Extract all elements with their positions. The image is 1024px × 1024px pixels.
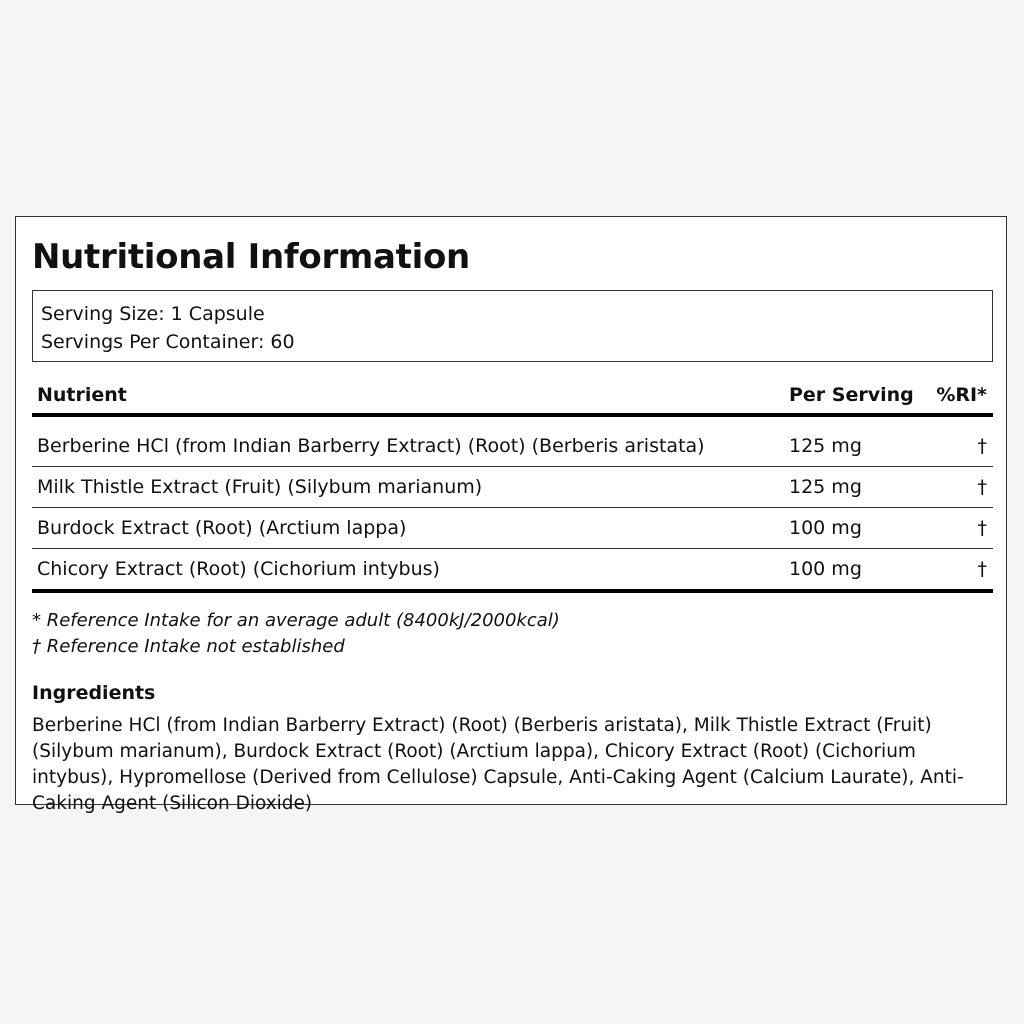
table-row: [32, 549, 993, 593]
nutrient-name: Milk Thistle Extract (Fruit) (Silybum marianum): [37, 476, 483, 498]
table-row: [32, 426, 993, 467]
nutrient-amount: 125 mg: [789, 476, 862, 498]
servings-per-container: Servings Per Container: 60: [41, 331, 295, 353]
table-row: [32, 467, 993, 508]
nutrient-amount: 100 mg: [789, 517, 862, 539]
nutrition-panel: [15, 216, 1007, 814]
nutrient-table: [32, 377, 993, 593]
header-ri: %RI*: [936, 384, 987, 406]
nutrient-ri: †: [977, 476, 987, 498]
serving-size: Serving Size: 1 Capsule: [41, 303, 265, 325]
table-header: [32, 377, 993, 417]
nutrient-amount: 125 mg: [789, 435, 862, 457]
serving-info-box: [32, 290, 993, 362]
nutrient-name: Chicory Extract (Root) (Cichorium intybus): [37, 558, 440, 580]
nutrient-ri: †: [977, 517, 987, 539]
header-per-serving: Per Serving: [789, 384, 914, 406]
nutrient-amount: 100 mg: [789, 558, 862, 580]
footnote-ri-not-established: † Reference Intake not established: [32, 636, 345, 657]
footnote-ri-definition: * Reference Intake for an average adult (8400kJ/2000kcal): [32, 610, 560, 631]
ingredients-heading: Ingredients: [32, 682, 156, 704]
panel-title: Nutritional Information: [32, 237, 470, 277]
ingredients-text: Berberine HCl (from Indian Barberry Extract) (Root) (Berberis aristata), Milk Thistle Extract (Fruit) (Silybum marianum), Burdock Extract (Root) (Arctium lappa), Chicory Extract (Root) (Cichorium intybus), Hypromellose (Derived from Cellulose) Capsule, Anti-Caking Agent (Calcium Laurate), Anti-Caking Agent (Silicon Dioxide): [32, 715, 964, 814]
header-nutrient: Nutrient: [37, 384, 127, 406]
nutrient-name: Burdock Extract (Root) (Arctium lappa): [37, 517, 407, 539]
nutrient-name: Berberine HCl (from Indian Barberry Extract) (Root) (Berberis aristata): [37, 435, 705, 457]
table-row: [32, 508, 993, 549]
footnotes: [32, 608, 560, 660]
nutrient-ri: †: [977, 435, 987, 457]
nutrient-ri: †: [977, 558, 987, 580]
